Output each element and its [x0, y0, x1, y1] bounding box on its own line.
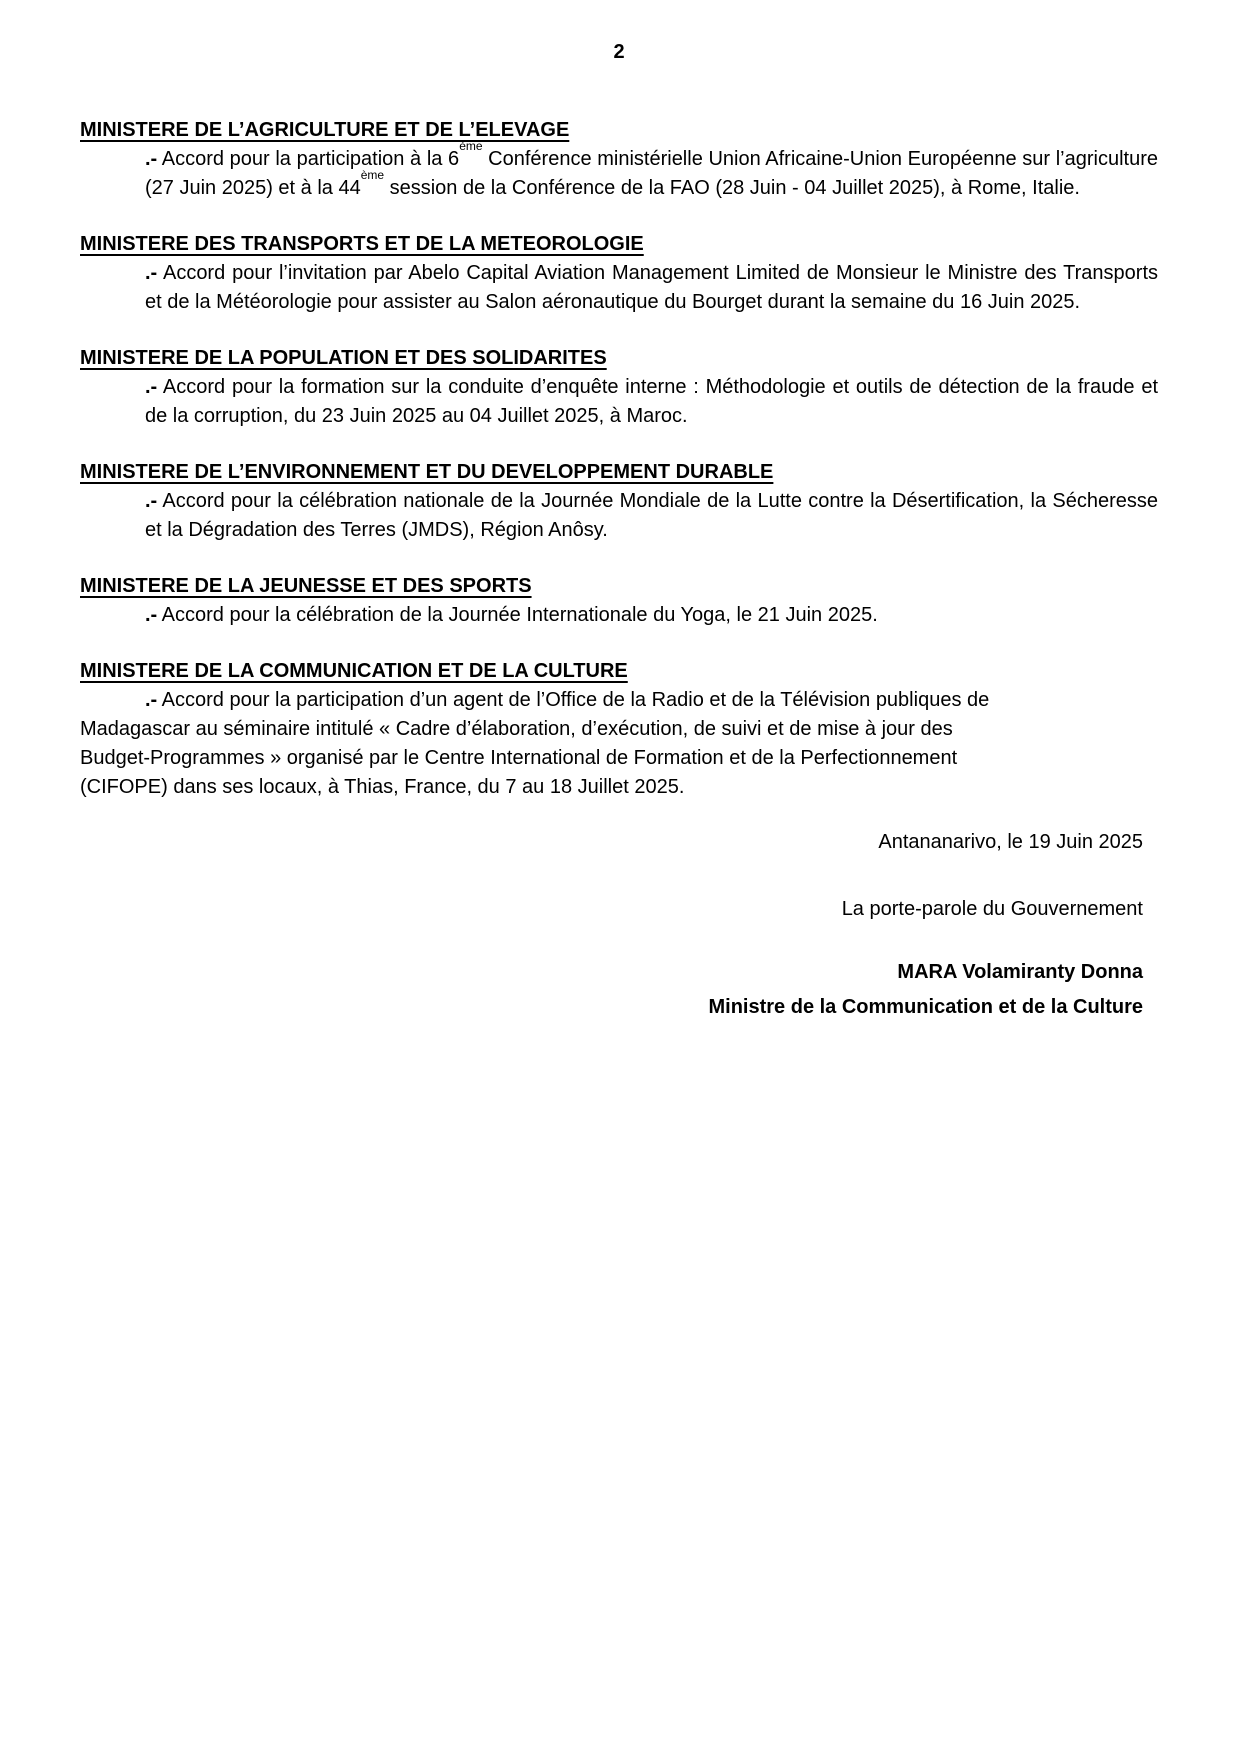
spokesperson-title-line: La porte-parole du Gouvernement	[841, 898, 1143, 920]
ministry-heading: MINISTERE DES TRANSPORTS ET DE LA METEOROLOGIE	[80, 233, 644, 255]
ministry-heading: MINISTERE DE L’AGRICULTURE ET DE L’ELEVAGE	[80, 119, 570, 141]
paragraph-lead-marker: .-	[145, 376, 158, 398]
ministry-section	[80, 230, 1158, 317]
ministry-paragraph: .- Accord pour la célébration nationale de la Journée Mondiale de la Lutte contre la Désertification, la Sécheresse et la Dégradation des Terres (JMDS), Région Anôsy.	[145, 490, 1158, 541]
ministry-paragraph: .- Accord pour la célébration de la Journée Internationale du Yoga, le 21 Juin 2025.	[145, 604, 878, 626]
ministry-section	[80, 116, 1158, 203]
closing-block	[80, 828, 1158, 1022]
ministry-section	[80, 344, 1158, 431]
place-date-line: Antananarivo, le 19 Juin 2025	[878, 831, 1143, 853]
paragraph-lead-marker: .-	[145, 262, 158, 284]
ministry-paragraph: .- Accord pour l’invitation par Abelo Capital Aviation Management Limited de Monsieur le Ministre des Transports et de la Météorologie pour assister au Salon aéronautique du Bourget durant la semaine du 16 Juin 2025.	[145, 262, 1158, 313]
ministry-heading: MINISTERE DE LA POPULATION ET DES SOLIDARITES	[80, 347, 607, 369]
ministry-section	[80, 572, 1158, 630]
ministry-section	[80, 458, 1158, 545]
ministry-sections-container	[80, 116, 1158, 802]
paragraph-lead-marker: .-	[145, 604, 158, 626]
ministry-paragraph: .- Accord pour la participation à la 6ème Conférence ministérielle Union Africaine-Union Européenne sur l’agriculture (27 Juin 2025) et à la 44ème session de la Conférence de la FAO (28 Juin - 04 Juillet 2025), à Rome, Italie.	[145, 139, 1158, 199]
signatory-name: MARA Volamiranty Donna	[897, 961, 1143, 983]
ordinal-superscript: ème	[360, 168, 385, 183]
ministry-paragraph: .- Accord pour la formation sur la conduite d’enquête interne : Méthodologie et outils de détection de la fraude et de la corruption, du 23 Juin 2025 au 04 Juillet 2025, à Maroc.	[145, 376, 1158, 427]
ministry-heading: MINISTERE DE LA COMMUNICATION ET DE LA CULTURE	[80, 660, 628, 682]
page-number: 2	[613, 41, 625, 63]
ministry-heading: MINISTERE DE L’ENVIRONNEMENT ET DU DEVELOPPEMENT DURABLE	[80, 461, 774, 483]
ministry-paragraph: .- Accord pour la participation d’un agent de l’Office de la Radio et de la Télévision publiques de Madagascar au séminaire intitulé « Cadre d’élaboration, d’exécution, de suivi et de mise à jour des Budget-Programmes » organisé par le Centre International de Formation et de la Perfectionnement (CIFOPE) dans ses locaux, à Thias, France, du 7 au 18 Juillet 2025.	[80, 689, 990, 798]
ordinal-superscript: ème	[459, 139, 483, 154]
ministry-section	[80, 657, 1158, 802]
paragraph-lead-marker: .-	[145, 490, 158, 512]
paragraph-lead-marker: .-	[145, 689, 158, 711]
paragraph-lead-marker: .-	[145, 148, 158, 170]
ministry-heading: MINISTERE DE LA JEUNESSE ET DES SPORTS	[80, 575, 532, 597]
signatory-role: Ministre de la Communication et de la Culture	[708, 996, 1143, 1018]
